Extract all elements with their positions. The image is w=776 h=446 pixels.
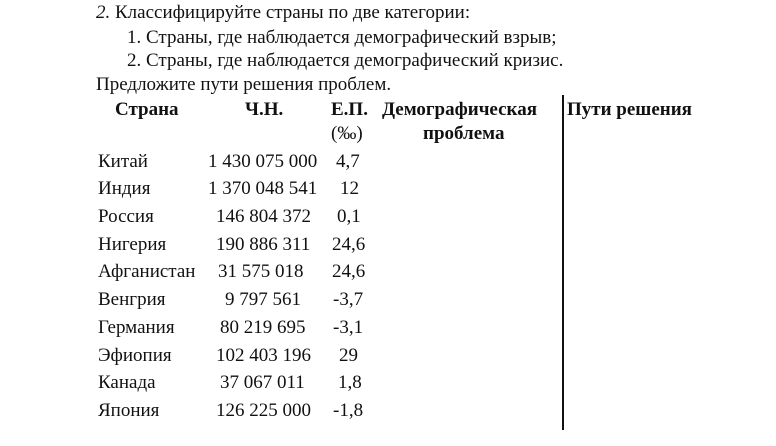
header-solutions: Пути решения <box>567 99 692 120</box>
row-population: 1 430 075 000 <box>208 151 318 172</box>
row-country: Афганистан <box>98 261 196 282</box>
header-population: Ч.Н. <box>245 99 284 120</box>
row-growth: 24,6 <box>332 261 366 282</box>
row-population: 1 370 048 541 <box>208 178 318 199</box>
row-population: 190 886 311 <box>216 234 311 255</box>
row-growth: 4,7 <box>336 151 360 172</box>
row-country: Индия <box>98 178 151 199</box>
row-country: Эфиопия <box>98 345 172 366</box>
row-population: 37 067 011 <box>220 372 305 393</box>
header-growth-unit: (‰) <box>331 123 363 144</box>
row-growth: 29 <box>339 345 358 366</box>
row-country: Нигерия <box>98 234 167 255</box>
category-1: 1. Страны, где наблюдается демографический взрыв; <box>127 27 557 48</box>
row-growth: -3,1 <box>333 317 364 338</box>
category-2: 2. Страны, где наблюдается демографический кризис. <box>127 50 564 71</box>
row-country: Япония <box>98 400 160 421</box>
header-growth: Е.П. <box>331 99 368 120</box>
header-problem-line2: проблема <box>423 123 505 144</box>
task-number: 2. <box>96 2 111 23</box>
row-growth: 24,6 <box>332 234 366 255</box>
row-population: 31 575 018 <box>218 261 304 282</box>
row-population: 9 797 561 <box>225 289 301 310</box>
task-prompt: Предложите пути решения проблем. <box>96 74 392 95</box>
task-title <box>96 2 470 24</box>
row-growth: 0,1 <box>337 206 361 227</box>
row-growth: 12 <box>340 178 359 199</box>
row-country: Россия <box>98 206 154 227</box>
row-growth: 1,8 <box>338 372 362 393</box>
row-country: Венгрия <box>98 289 166 310</box>
task-instruction: Классифицируйте страны по две категории: <box>115 2 471 23</box>
header-problem-line1: Демографическая <box>382 99 537 120</box>
row-population: 102 403 196 <box>216 345 311 366</box>
column-divider <box>562 95 564 430</box>
row-growth: -3,7 <box>333 289 364 310</box>
row-growth: -1,8 <box>333 400 364 421</box>
row-population: 146 804 372 <box>216 206 311 227</box>
header-country: Страна <box>115 99 179 120</box>
row-country: Германия <box>98 317 175 338</box>
row-country: Канада <box>98 372 156 393</box>
row-population: 80 219 695 <box>220 317 306 338</box>
row-population: 126 225 000 <box>216 400 311 421</box>
row-country: Китай <box>98 151 148 172</box>
